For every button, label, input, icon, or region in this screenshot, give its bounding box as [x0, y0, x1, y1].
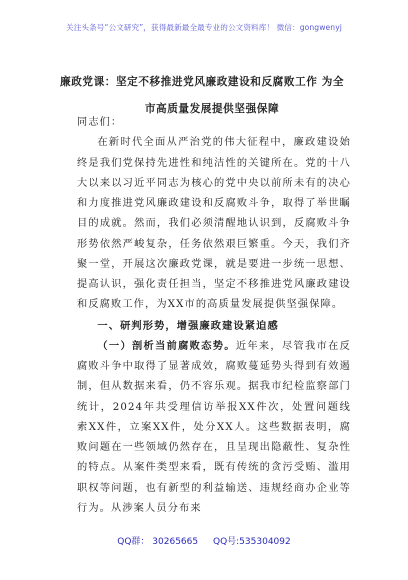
title-line-2: 市高质量发展提供坚强保障: [144, 103, 280, 115]
footer-qq-group: QQ群： 30265665: [117, 537, 199, 547]
subsection-label: （一）剖析当前腐败态势。: [97, 339, 236, 352]
paragraph-subsection-1: [77, 336, 351, 519]
footer-qq-number: QQ号:535304092: [212, 537, 291, 547]
document-body: [77, 113, 351, 519]
section-heading-1: 一、研判形势，增强廉政建设紧迫感: [97, 319, 279, 332]
salutation: 同志们：: [77, 117, 123, 128]
header-banner: 关注头条号“公文研究”，获得最新最全最专业的公文资料库！ 微信：gongwenyj: [66, 23, 342, 32]
title-line-1: 廉政党课：坚定不移推进党风廉政建设和反腐败工作 为全: [60, 76, 345, 88]
subsection-text: 近年来，尽管我市在反腐败斗争中取得了显著成效，腐败蔓延势头得到有效遏制，但从数据来看，仍不容乐观。据我市纪检监察部门统计，2024年共受理信访举报XX件次，处置问题线索XX件，立案XX件，处分XX人。这些数据表明，腐败问题在一些领域仍然存在，且呈现出隐蔽性、复杂性的特点。从案件类型来看，既有传统的贪污受贿、滥用职权等问题，也有新型的利益输送、违规经商办企业等行为。从涉案人员分布来: [77, 340, 351, 514]
paragraph-intro: 在新时代全面从严治党的伟大征程中，廉政建设始终是我们党保持先进性和纯洁性的关键所在。党的十八大以来以习近平同志为核心的党中央以前所未有的决心和力度推进党风廉政建设和反腐败斗争，取得了举世瞩目的成就。然而，我们必须清醒地认识到，反腐败斗争形势依然严峻复杂，任务依然艰巨繁重。今天，我们齐聚一堂，开展这次廉政党课，就是要进一步统一思想、提高认识，强化责任担当，坚定不移推进党风廉政建设和反腐败工作，为XX市的高质量发展提供坚强保障。: [77, 137, 351, 311]
footer: [0, 534, 408, 547]
